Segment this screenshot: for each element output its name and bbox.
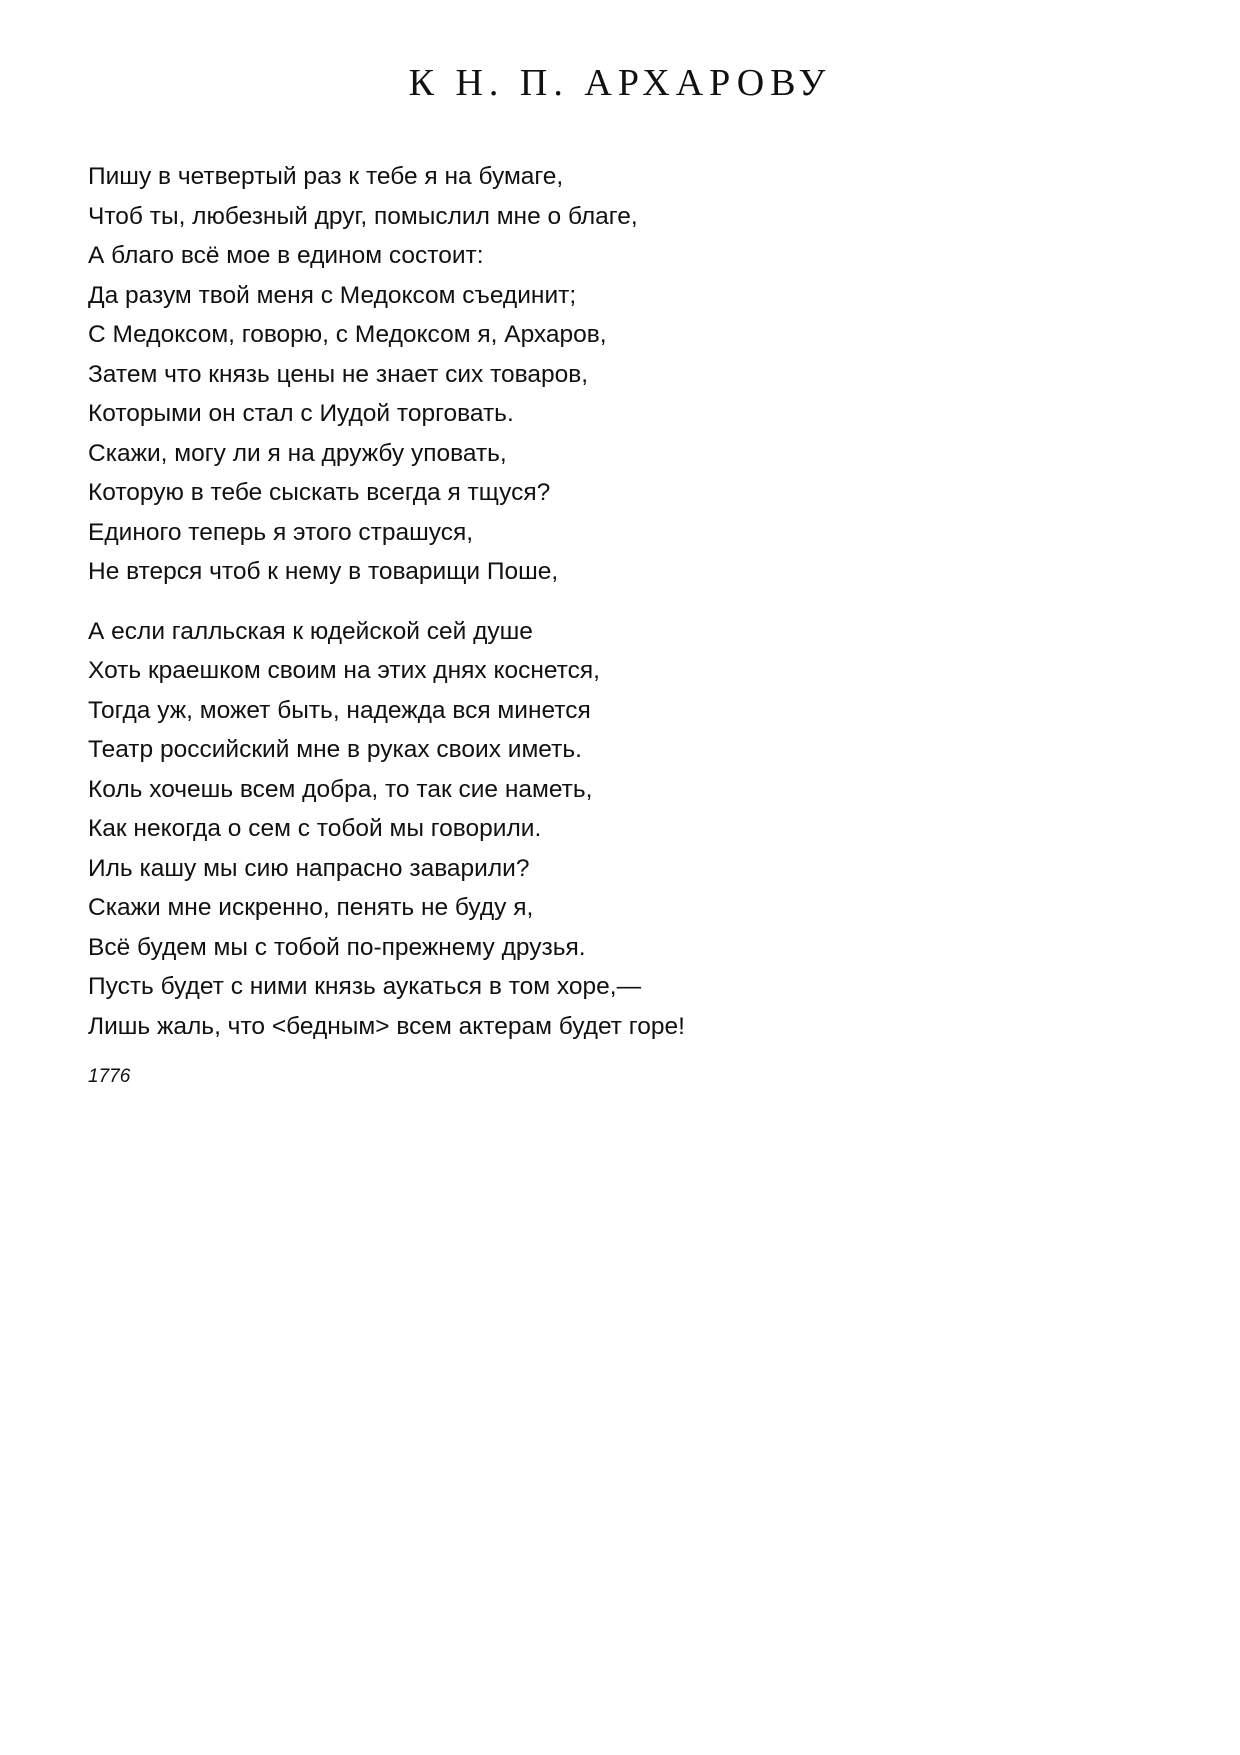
poem-line: Театр российский мне в руках своих иметь.: [88, 736, 582, 763]
poem-line: Хоть краешком своим на этих днях коснется,: [88, 657, 600, 684]
poem-line: Скажи мне искренно, пенять не буду я,: [88, 894, 534, 921]
poem-line: Единого теперь я этого страшуся,: [88, 518, 474, 546]
poem-title: К Н. П. АРХАРОВУ: [408, 62, 832, 104]
poem-line: С Медоксом, говорю, с Медоксом я, Архаров,: [88, 321, 607, 348]
poem-line: А если галльская к юдейской сей душе: [88, 617, 533, 645]
poem-line: Скажи, могу ли я на дружбу уповать,: [88, 439, 507, 467]
poem-line: Иль кашу мы сию напрасно заварили?: [88, 854, 530, 882]
poem-line: Коль хочешь всем добра, то так сие наметь,: [88, 775, 593, 803]
stanza-1: [88, 157, 1168, 592]
stanza-2: [88, 612, 1168, 1047]
poem-line: Которыми он стал с Иудой торговать.: [88, 400, 514, 427]
poem-date: 1776: [88, 1066, 131, 1087]
poem-body: [88, 157, 1168, 1046]
poem-line: Да разум твой меня с Медоксом съединит;: [88, 281, 577, 309]
poem-line: Не втерся чтоб к нему в товарищи Поше,: [88, 558, 559, 585]
poem-line: А благо всё мое в едином состоит:: [88, 242, 484, 269]
poem-line: Тогда уж, может быть, надежда вся минется: [88, 696, 591, 724]
poem-line: Пишу в четвертый раз к тебе я на бумаге,: [88, 163, 564, 190]
poem-line: Которую в тебе сыскать всегда я тщуся?: [88, 479, 551, 506]
poem-line: Пусть будет с ними князь аукаться в том хоре,—: [88, 973, 642, 1000]
poem-line: Чтоб ты, любезный друг, помыслил мне о благе,: [88, 202, 638, 230]
poem-line: Всё будем мы с тобой по-прежнему друзья.: [88, 933, 586, 961]
poem-line: Лишь жаль, что <бедным> всем актерам будет горе!: [88, 1012, 685, 1040]
poem-line: Как некогда о сем с тобой мы говорили.: [88, 815, 542, 842]
poem-line: Затем что князь цены не знает сих товаров,: [88, 360, 589, 388]
